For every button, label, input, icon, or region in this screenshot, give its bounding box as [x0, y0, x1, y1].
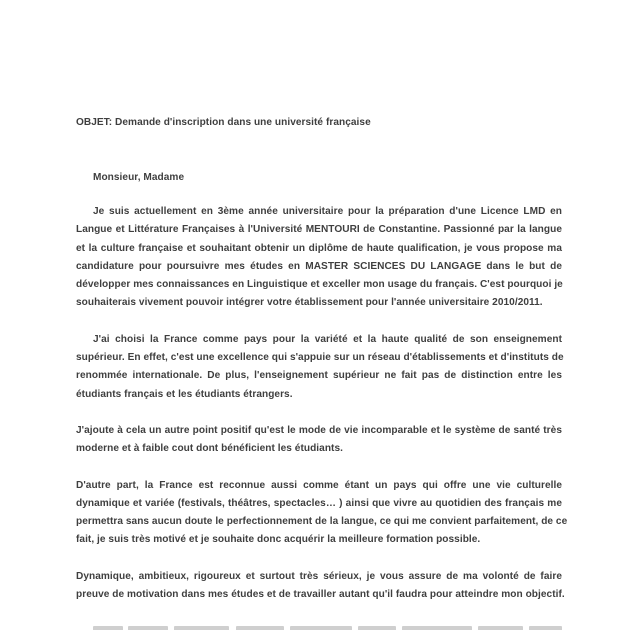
paragraph-line: J'ajoute à cela un autre point positif qu'est le mode de vie incomparable et le système de santé très	[76, 424, 562, 436]
paragraph-culture	[76, 477, 568, 550]
paragraph-line: D'autre part, la France est reconnue aussi comme étant un pays qui offre une vie culturelle	[76, 479, 562, 491]
paragraph-line: fait, je suis très motivé et je souhaite donc acquérir la meilleure formation possible.	[76, 534, 481, 546]
paragraph-motivation	[76, 568, 565, 605]
paragraph-line: et la culture française et souhaitant obtenir un diplôme de haute qualification, je vous propose ma	[76, 242, 562, 254]
letter-body	[76, 114, 568, 604]
letter-subject: OBJET: Demande d'inscription dans une université française	[76, 117, 371, 128]
paragraph-choice-france	[76, 331, 562, 404]
paragraph-line: candidature pour poursuivre mes études en MASTER SCIENCES DU LANGAGE dans le but de	[76, 260, 562, 272]
paragraph-line: Dynamique, ambitieux, rigoureux et surtout très sérieux, je vous assure de ma volonté de faire	[76, 570, 562, 582]
paragraph-line: renommée internationale. De plus, l'enseignement supérieur ne fait pas de distinction entre les	[76, 370, 562, 382]
paragraph-line: dynamique et variée (festivals, théâtres, spectacles… ) ainsi que vivre au quotidien des français me	[76, 497, 562, 509]
letter-salutation: Monsieur, Madame	[93, 172, 185, 183]
paragraph-line: Langue et Littérature Françaises à l'Université MENTOURI de Constantine. Passionné par la langue	[76, 224, 562, 236]
paragraph-line: développer mes connaissances en Linguistique et exceller mon usage du français. C'est pourquoi je	[76, 279, 563, 291]
paragraph-line: étudiants français et les étudiants étrangers.	[76, 388, 293, 400]
paragraph-line: preuve de motivation dans mes études et de travailler autant qu'il faudra pour atteindre mon objectif.	[76, 589, 565, 601]
paragraph-line: permettra sans aucun doute le perfectionnement de la langue, ce qui me convient parfaitement, de ce	[76, 516, 568, 528]
paragraph-lifestyle	[76, 422, 562, 459]
paragraph-line: moderne et à faible cout dont bénéficient les étudiants.	[76, 443, 343, 455]
paragraph-line: Je suis actuellement en 3ème année universitaire pour la préparation d'une Licence LMD en	[93, 206, 562, 217]
paragraph-studies	[76, 203, 562, 313]
paragraph-line: supérieur. En effet, c'est une excellence qui s'appuie sur un réseau d'établissements et d'instituts de	[76, 352, 564, 364]
paragraph-line: souhaiterais vivement pouvoir intégrer votre établissement pour l'année universitaire 2010/2011.	[76, 297, 543, 309]
cut-off-text-line	[76, 622, 562, 630]
paragraph-line: J'ai choisi la France comme pays pour la variété et la haute qualité de son enseignement	[93, 333, 562, 345]
